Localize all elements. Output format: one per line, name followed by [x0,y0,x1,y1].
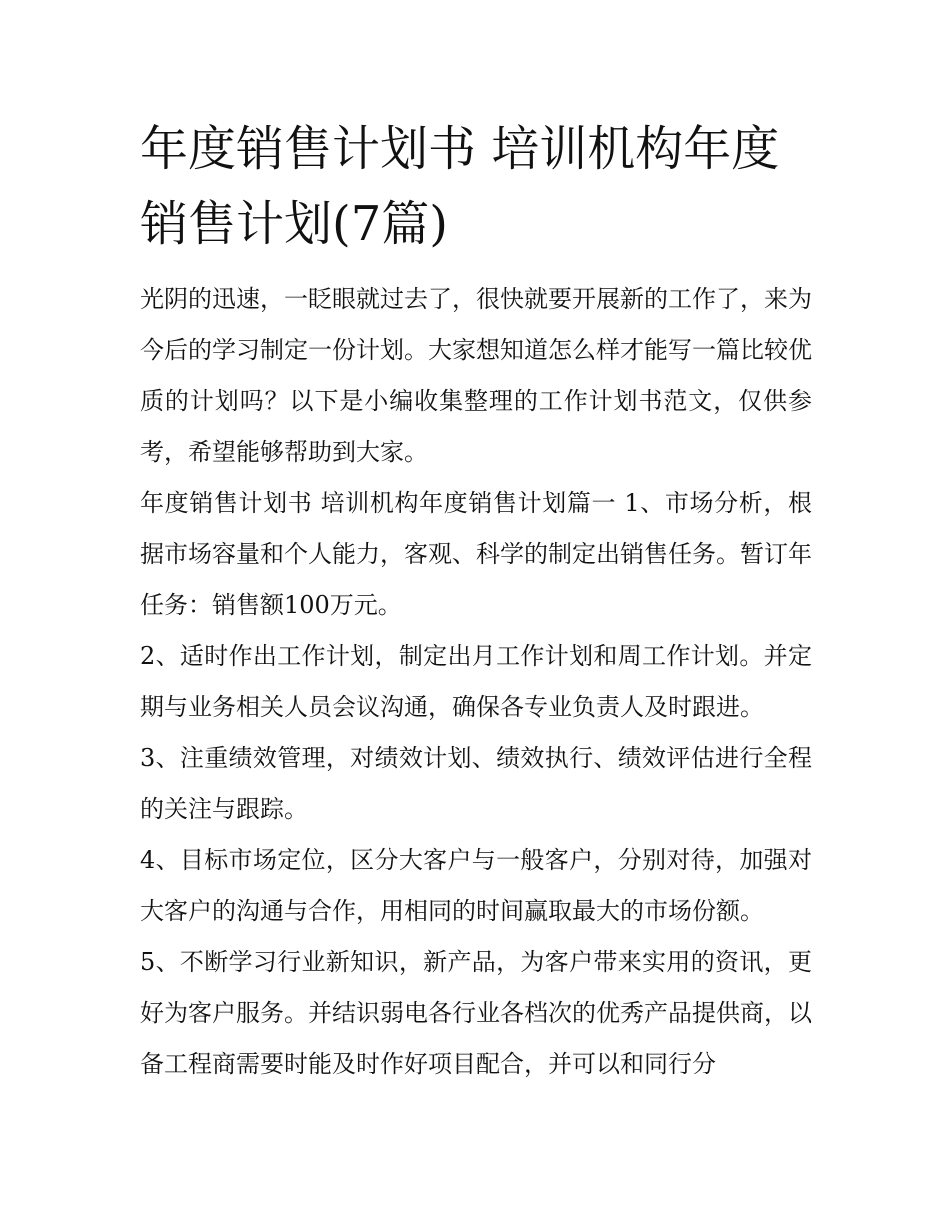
paragraph-item-5: 5、不断学习行业新知识，新产品，为客户带来实用的资讯，更好为客户服务。并结识弱电各行业各档次的优秀产品提供商，以备工程商需要时能及时作好项目配合，并可以和同行分 [140,948,812,1078]
paragraph-item-4: 4、目标市场定位，区分大客户与一般客户，分别对待，加强对大客户的沟通与合作，用相同的时间赢取最大的市场份额。 [140,846,812,925]
document-title: 年度销售计划书 培训机构年度销售计划(7篇) [140,121,780,252]
paragraph-section-1: 年度销售计划书 培训机构年度销售计划篇一 1、市场分析，根据市场容量和个人能力，客观、科学的制定出销售任务。暂订年任务：销售额100万元。 [140,489,812,619]
paragraph-item-2: 2、适时作出工作计划，制定出月工作计划和周工作计划。并定期与业务相关人员会议沟通，确保各专业负责人及时跟进。 [140,642,812,721]
paragraph-item-3: 3、注重绩效管理，对绩效计划、绩效执行、绩效评估进行全程的关注与跟踪。 [140,744,812,823]
paragraph-intro: 光阴的迅速，一眨眼就过去了，很快就要开展新的工作了，来为今后的学习制定一份计划。大家想知道怎么样才能写一篇比较优质的计划吗？以下是小编收集整理的工作计划书范文，仅供参考，希望能够帮助到大家。 [140,285,812,466]
document-page [140,112,812,1090]
